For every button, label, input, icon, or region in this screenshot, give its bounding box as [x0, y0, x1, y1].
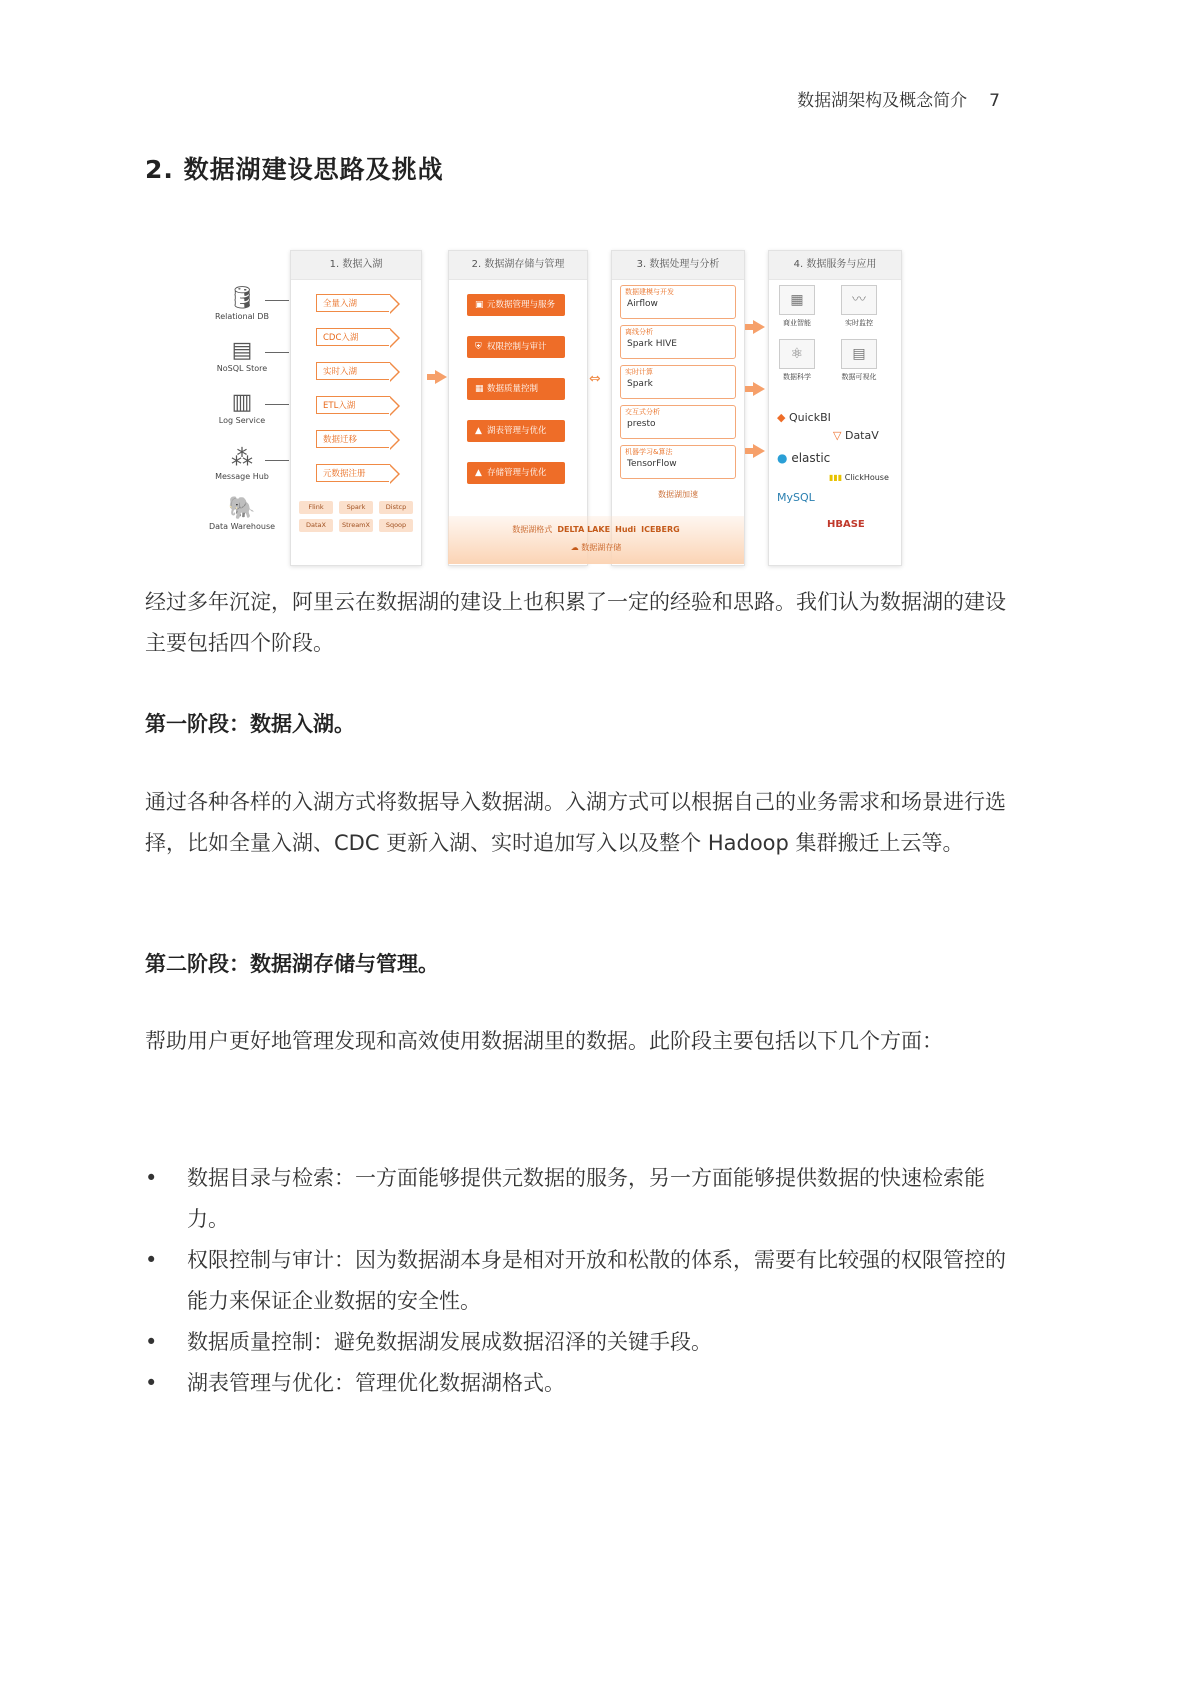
storage-band [448, 516, 744, 564]
list-item: • 权限控制与审计：因为数据湖本身是相对开放和松散的体系，需要有比较强的权限管控的能力来保证企业数据的安全性。 [145, 1240, 1025, 1322]
group-realtime: 实时计算 Spark [620, 365, 736, 399]
bidirectional-arrow: ⇔ [589, 371, 601, 387]
tool-streamx: StreamX [339, 519, 373, 532]
bi-icon: ▦ [779, 285, 815, 315]
ingest-etl: ETL入湖 [316, 396, 390, 414]
book-icon: ▣ [475, 300, 484, 310]
flow-arrow [435, 370, 447, 384]
service-visual: ▤ 数据可视化 [839, 339, 879, 382]
hadoop-elephant-icon: 🐘 [228, 496, 256, 521]
mgmt-storage: ▲ 存储管理与优化 [467, 462, 565, 484]
stage1-heading: 第一阶段：数据入湖。 [145, 712, 355, 736]
connector-line [265, 352, 289, 353]
quality-icon: ▦ [475, 384, 484, 394]
panel-title: 1. 数据入湖 [291, 251, 421, 280]
panel-title: 4. 数据服务与应用 [769, 251, 901, 280]
service-science: ⚛ 数据科学 [777, 339, 817, 382]
monitor-icon: 〰 [841, 285, 877, 315]
tool-sqoop: Sqoop [379, 519, 413, 532]
source-nosql-store: ▤ NoSQL Store [205, 338, 279, 373]
logo-hbase: HBASE [827, 519, 865, 530]
logo-clickhouse: ▮▮▮ ClickHouse [829, 473, 889, 482]
list-item: • 数据质量控制：避免数据湖发展成数据沼泽的关键手段。 [145, 1322, 1025, 1363]
paragraph-stage1: 通过各种各样的入湖方式将数据导入数据湖。入湖方式可以根据自己的业务需求和场景进行选择，比如全量入湖、CDC 更新入湖、实时追加写入以及整个 Hadoop 集群搬迁上云等。 [145, 790, 1006, 855]
group-ml: 机器学习&算法 TensorFlow [620, 445, 736, 479]
page-header [0, 86, 1000, 111]
logo-elastic: ● elastic [777, 451, 831, 465]
logo-mysql: MySQL [777, 491, 815, 504]
panel-services [768, 250, 902, 566]
flow-arrow [753, 444, 765, 458]
tool-flink: Flink [299, 501, 333, 514]
paragraph-stage2: 帮助用户更好地管理发现和高效使用数据湖里的数据。此阶段主要包括以下几个方面： [145, 1029, 943, 1053]
storage-icon: ▲ [475, 468, 482, 478]
bullet-list [145, 1158, 1025, 1404]
source-message-hub: ⁂ Message Hub [205, 446, 279, 481]
ingest-metadata: 元数据注册 [316, 464, 390, 482]
list-item: • 数据目录与检索：一方面能够提供元数据的服务，另一方面能够提供数据的快速检索能力。 [145, 1158, 1025, 1240]
kafka-icon: ⁂ [231, 446, 253, 471]
logo-datav: ▽ DataV [833, 429, 879, 442]
connector-line [265, 300, 289, 301]
chart-icon: ▤ [841, 339, 877, 369]
tool-datax: DataX [299, 519, 333, 532]
tool-spark: Spark [339, 501, 373, 514]
table-icon: ▲ [475, 426, 482, 436]
connector-line [265, 404, 289, 405]
panel-data-ingestion [290, 250, 422, 566]
source-log-service: ▥ Log Service [205, 390, 279, 425]
database-icon: 🛢 [228, 286, 256, 311]
ingest-full: 全量入湖 [316, 294, 390, 312]
page-number: 7 [989, 91, 1000, 111]
mgmt-quality: ▦ 数据质量控制 [467, 378, 565, 400]
science-icon: ⚛ [779, 339, 815, 369]
mgmt-permission: ⛨ 权限控制与审计 [467, 336, 565, 358]
group-modeling: 数据建模与开发 Airflow [620, 285, 736, 319]
shield-icon: ⛨ [475, 342, 482, 352]
connector-line [265, 460, 289, 461]
mgmt-table: ▲ 湖表管理与优化 [467, 420, 565, 442]
architecture-diagram [205, 250, 905, 570]
ingest-migration: 数据迁移 [316, 430, 390, 448]
panel-title: 3. 数据处理与分析 [612, 251, 744, 280]
storage-label: ☁ 数据湖存储 [570, 543, 622, 552]
stage2-heading: 第二阶段：数据湖存储与管理。 [145, 952, 439, 976]
accel-label: 数据湖加速 [658, 490, 698, 499]
log-icon: ▥ [231, 390, 253, 415]
header-title: 数据湖架构及概念简介 [797, 91, 968, 111]
section-title: 2. 数据湖建设思路及挑战 [145, 155, 444, 184]
mgmt-metadata: ▣ 元数据管理与服务 [467, 294, 565, 316]
flow-arrow [753, 382, 765, 396]
service-monitor: 〰 实时监控 [839, 285, 879, 328]
flow-arrow [753, 320, 765, 334]
cloud-icon: ☁ [570, 543, 579, 552]
document-icon: ▤ [231, 338, 253, 363]
tool-distcp: Distcp [379, 501, 413, 514]
group-offline: 离线分析 Spark HIVE [620, 325, 736, 359]
service-bi: ▦ 商业智能 [777, 285, 817, 328]
format-row: 数据湖格式 DELTA LAKE Hudi ICEBERG [512, 525, 680, 534]
source-relational-db: 🛢 Relational DB [205, 286, 279, 321]
source-data-warehouse: 🐘 Data Warehouse [205, 496, 279, 531]
logo-quickbi: ◆ QuickBI [777, 411, 831, 424]
paragraph-intro: 经过多年沉淀，阿里云在数据湖的建设上也积累了一定的经验和思路。我们认为数据湖的建设主要包括四个阶段。 [145, 590, 1006, 655]
ingest-realtime: 实时入湖 [316, 362, 390, 380]
ingest-cdc: CDC入湖 [316, 328, 390, 346]
list-item: • 湖表管理与优化：管理优化数据湖格式。 [145, 1363, 1025, 1404]
group-interactive: 交互式分析 presto [620, 405, 736, 439]
panel-title: 2. 数据湖存储与管理 [449, 251, 587, 280]
